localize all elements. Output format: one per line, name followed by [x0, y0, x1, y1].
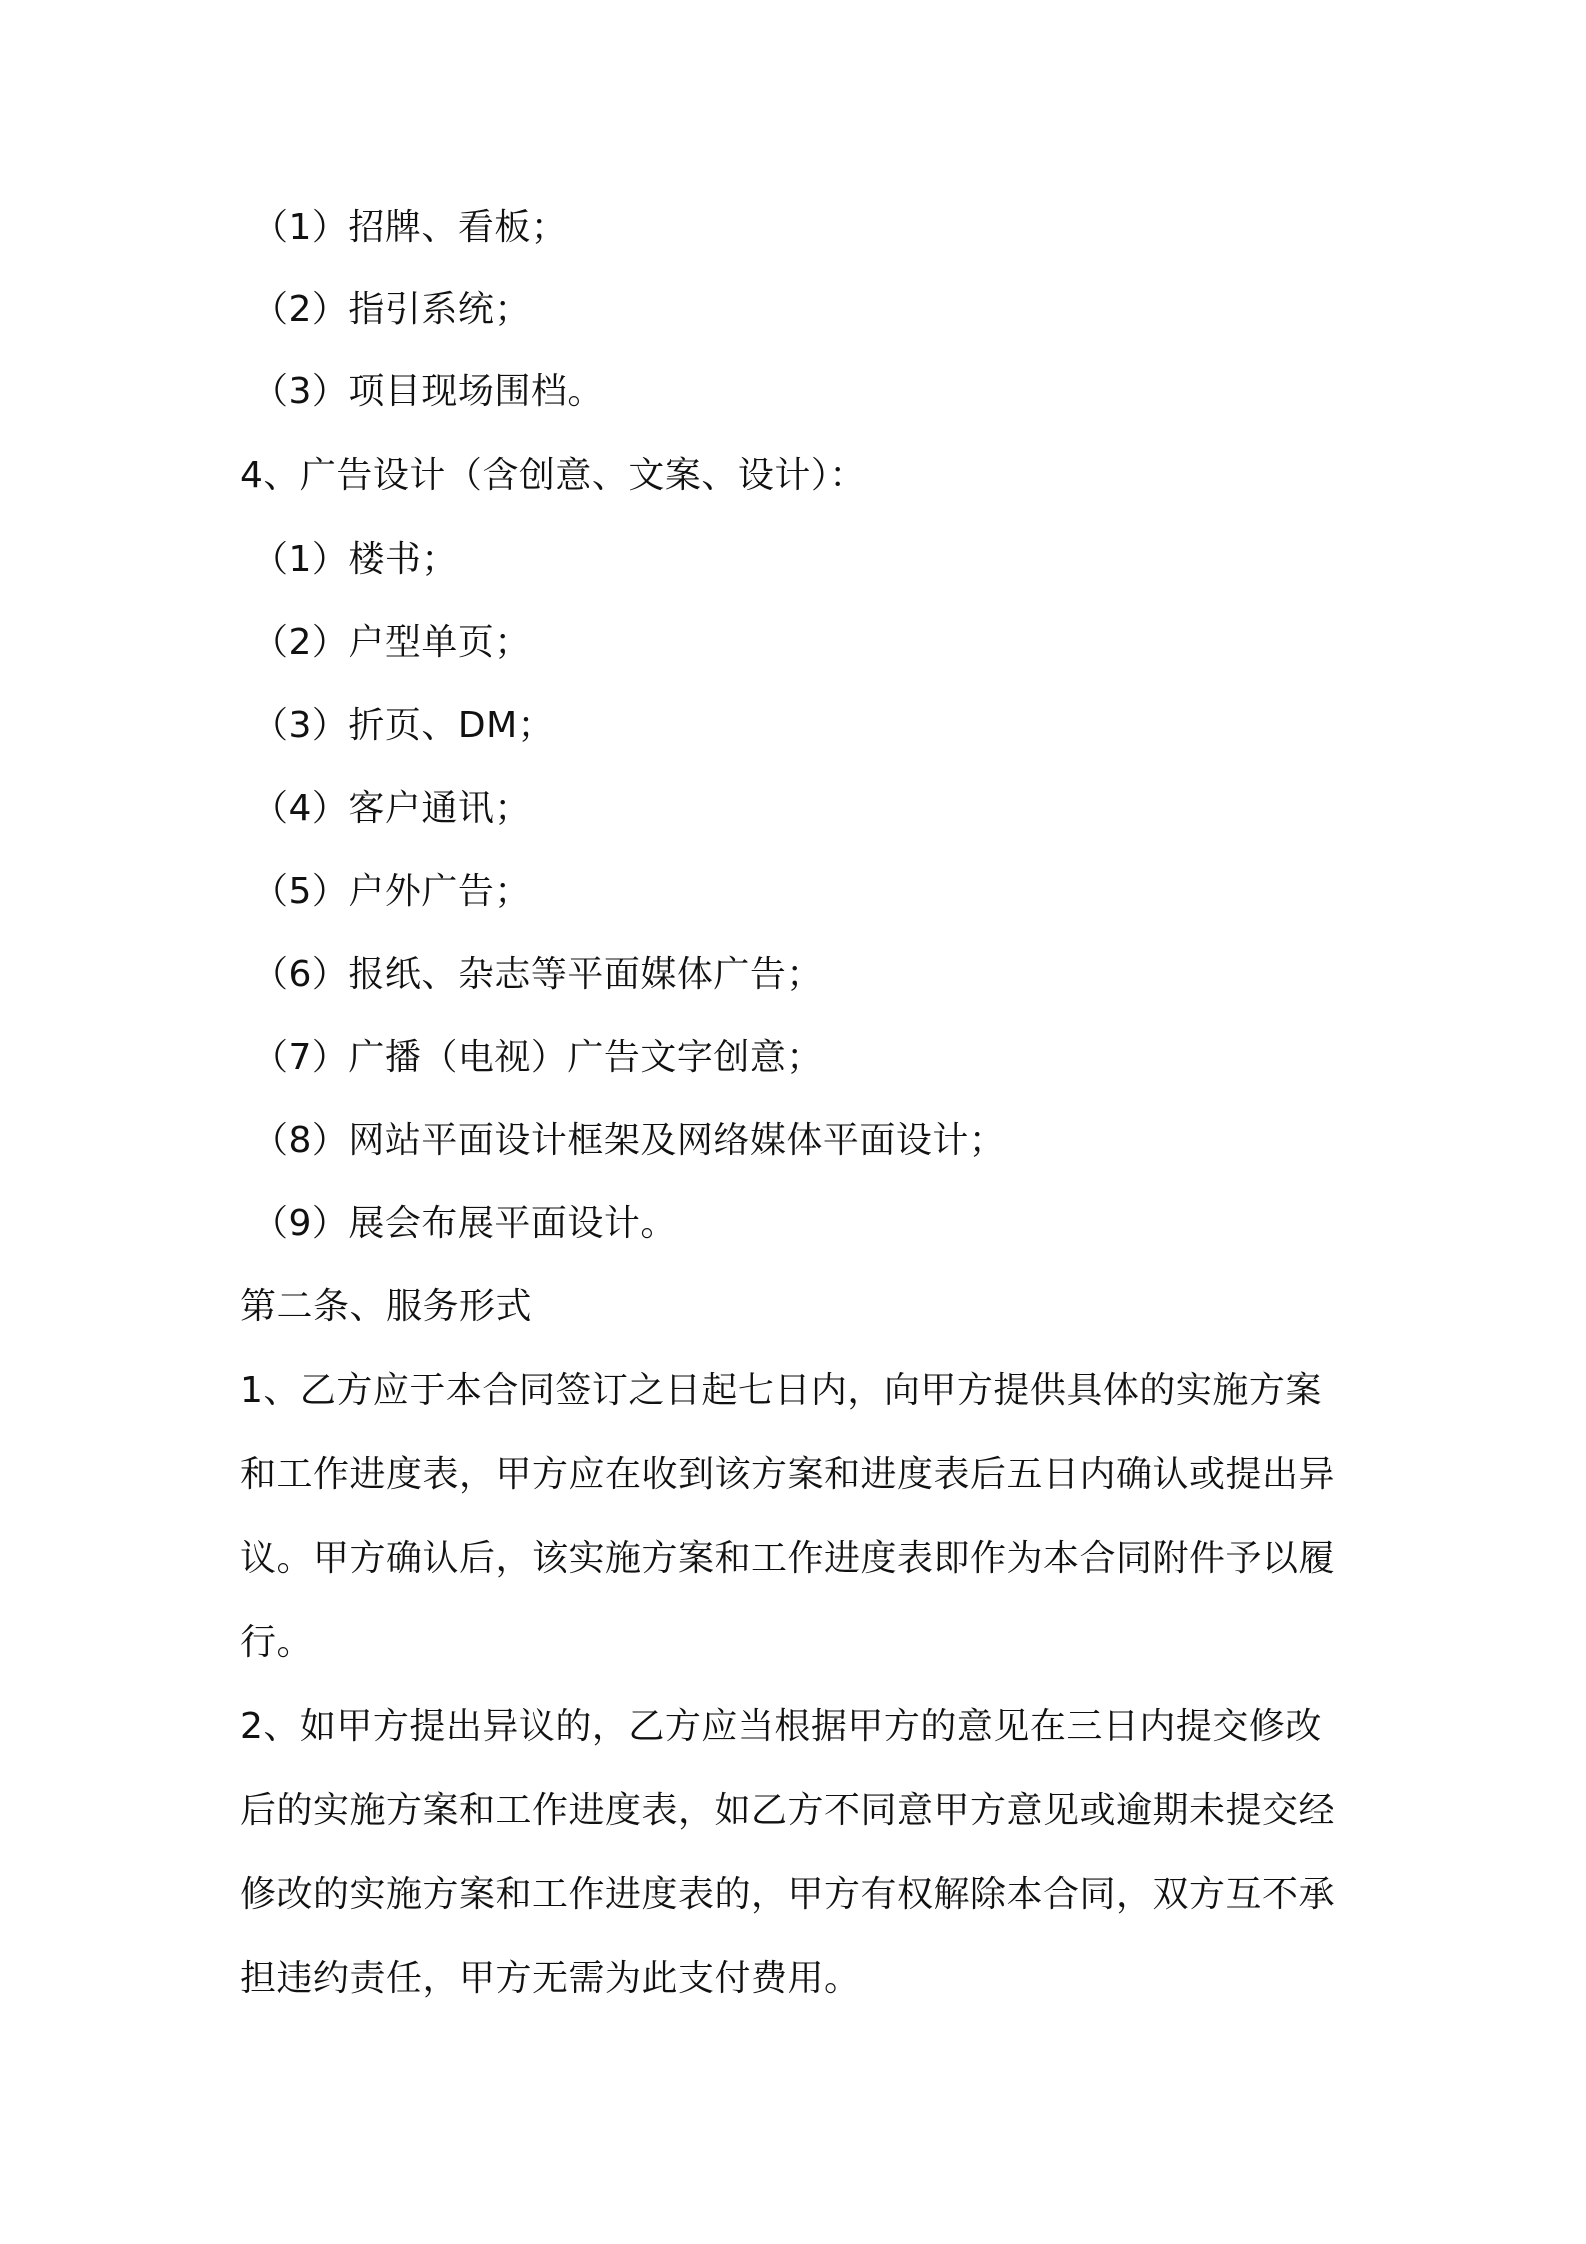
list-item-signboard: （1）招牌、看板； — [252, 207, 568, 248]
paragraph-2-line-2: 后的实施方案和工作进度表，如乙方不同意甲方意见或逾期未提交经 — [240, 1790, 1336, 1831]
paragraph-2-line-3: 修改的实施方案和工作进度表的，甲方有权解除本合同，双方互不承 — [240, 1874, 1336, 1915]
paragraph-1-line-2: 和工作进度表，甲方应在收到该方案和进度表后五日内确认或提出异 — [240, 1454, 1336, 1495]
paragraph-1-line-1: 1、乙方应于本合同签订之日起七日内，向甲方提供具体的实施方案 — [240, 1370, 1322, 1411]
list-item-broadcast: （7）广播（电视）广告文字创意； — [252, 1037, 823, 1078]
section-heading-ad-design: 4、广告设计（含创意、文案、设计）： — [240, 455, 866, 496]
list-item-exhibition: （9）展会布展平面设计。 — [252, 1203, 677, 1244]
article-heading-service-form: 第二条、服务形式 — [240, 1286, 533, 1327]
list-item-guide-system: （2）指引系统； — [252, 289, 531, 330]
paragraph-2-line-1: 2、如甲方提出异议的，乙方应当根据甲方的意见在三日内提交修改 — [240, 1706, 1322, 1747]
list-item-folded-dm: （3）折页、DM； — [252, 705, 555, 746]
paragraph-1-line-3: 议。甲方确认后，该实施方案和工作进度表即作为本合同附件予以履 — [240, 1538, 1336, 1579]
list-item-print-media: （6）报纸、杂志等平面媒体广告； — [252, 954, 823, 995]
list-item-outdoor-ads: （5）户外广告； — [252, 871, 531, 912]
list-item-client-newsletter: （4）客户通讯； — [252, 788, 531, 829]
list-item-brochure: （1）楼书； — [252, 539, 458, 580]
list-item-site-hoarding: （3）项目现场围档。 — [252, 371, 604, 412]
paragraph-1-line-4: 行。 — [240, 1622, 314, 1663]
paragraph-2-line-4: 担违约责任，甲方无需为此支付费用。 — [240, 1958, 861, 1999]
list-item-web-design: （8）网站平面设计框架及网络媒体平面设计； — [252, 1120, 1006, 1161]
list-item-floorplan-sheet: （2）户型单页； — [252, 622, 531, 663]
